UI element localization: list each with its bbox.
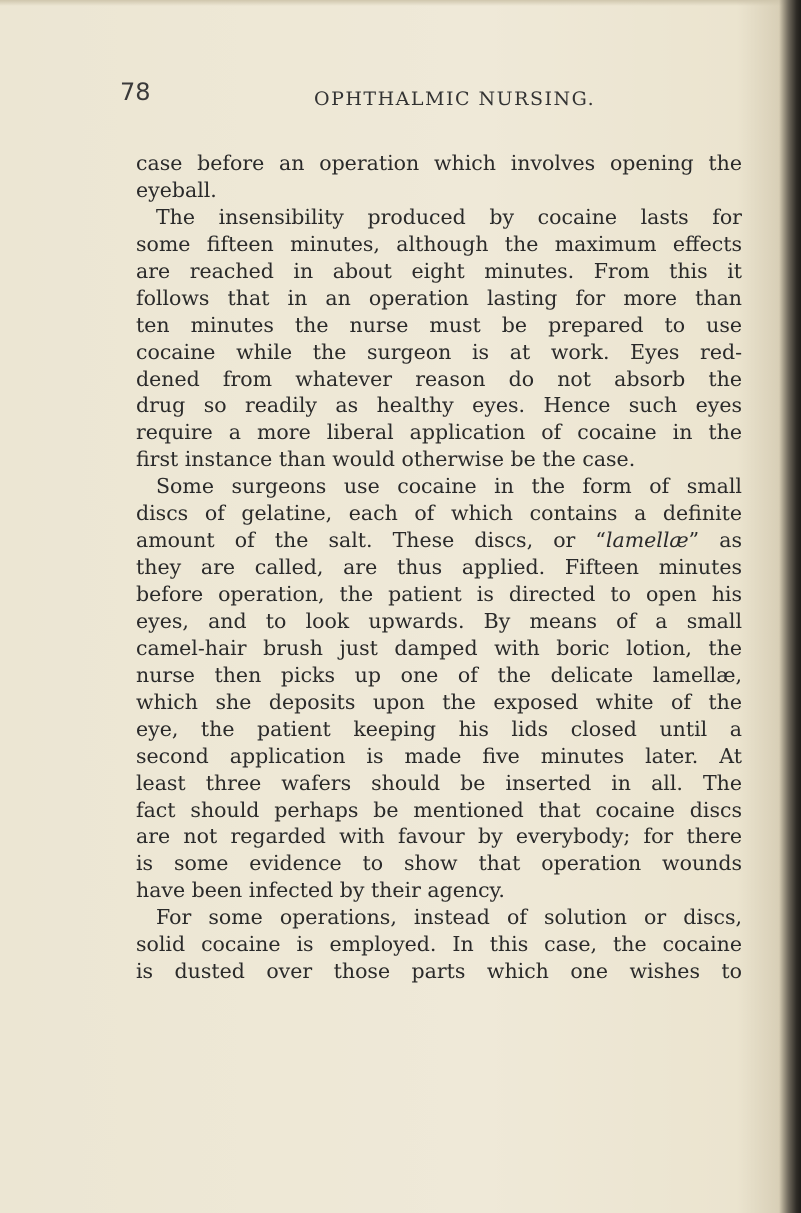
text-line: some fifteen minutes, although the maximum effects [136,231,742,256]
text-line: is dusted over those parts which one wishes to [136,959,742,984]
text-line: are reached in about eight minutes. From this it [136,258,742,283]
text-line: The insensibility produced by cocaine lasts for [156,204,742,229]
text-line: are not regarded with favour by everybody; for there [136,824,742,849]
text-line: eyeball. [136,177,217,202]
text-line: Some surgeons use cocaine in the form of small [156,474,742,499]
body-text [136,150,742,985]
text-line: cocaine while the surgeon is at work. Eyes red- [136,339,742,364]
text-line: For some operations, instead of solution or discs, [156,905,742,930]
text-line: before operation, the patient is directed to open his [136,582,742,606]
page-number: 78 [120,78,151,106]
page-header [120,78,760,118]
text-line: fact should perhaps be mentioned that cocaine discs [136,797,742,822]
text-line: first instance than would otherwise be the case. [136,447,636,472]
text-line: they are called, are thus applied. Fifteen minutes [136,555,742,580]
text-line: second application is made five minutes later. At [136,743,742,768]
text-line: have been infected by their agency. [136,878,505,903]
text-line [136,527,742,554]
text-line: drug so readily as healthy eyes. Hence such eyes [136,393,742,418]
text-line: follows that in an operation lasting for more than [136,285,742,310]
text-line: case before an operation which involves opening the [136,151,742,175]
text-line: ten minutes the nurse must be prepared to use [136,312,742,337]
text-line: discs of gelatine, each of which contains a definite [136,501,742,526]
text-segment: ” as [688,528,742,553]
running-head: OPHTHALMIC NURSING. [314,88,596,110]
text-segment: amount of the salt. These discs, or “ [136,528,606,553]
italic-term: lamellæ [605,528,689,553]
text-line: is some evidence to show that operation wounds [136,851,742,876]
page-top-edge [0,0,801,6]
text-line: require a more liberal application of cocaine in the [136,420,742,445]
text-line: nurse then picks up one of the delicate lamellæ, [136,662,742,687]
text-line: which she deposits upon the exposed white of the [136,689,742,714]
text-line: eye, the patient keeping his lids closed until a [136,716,742,741]
text-line: solid cocaine is employed. In this case, the cocaine [136,932,742,957]
page-spine-shadow [779,0,801,1213]
text-line: least three wafers should be inserted in all. The [136,770,742,795]
text-line: dened from whatever reason do not absorb the [136,366,742,391]
text-line: camel-hair brush just damped with boric lotion, the [136,635,742,660]
text-line: eyes, and to look upwards. By means of a small [136,608,742,633]
